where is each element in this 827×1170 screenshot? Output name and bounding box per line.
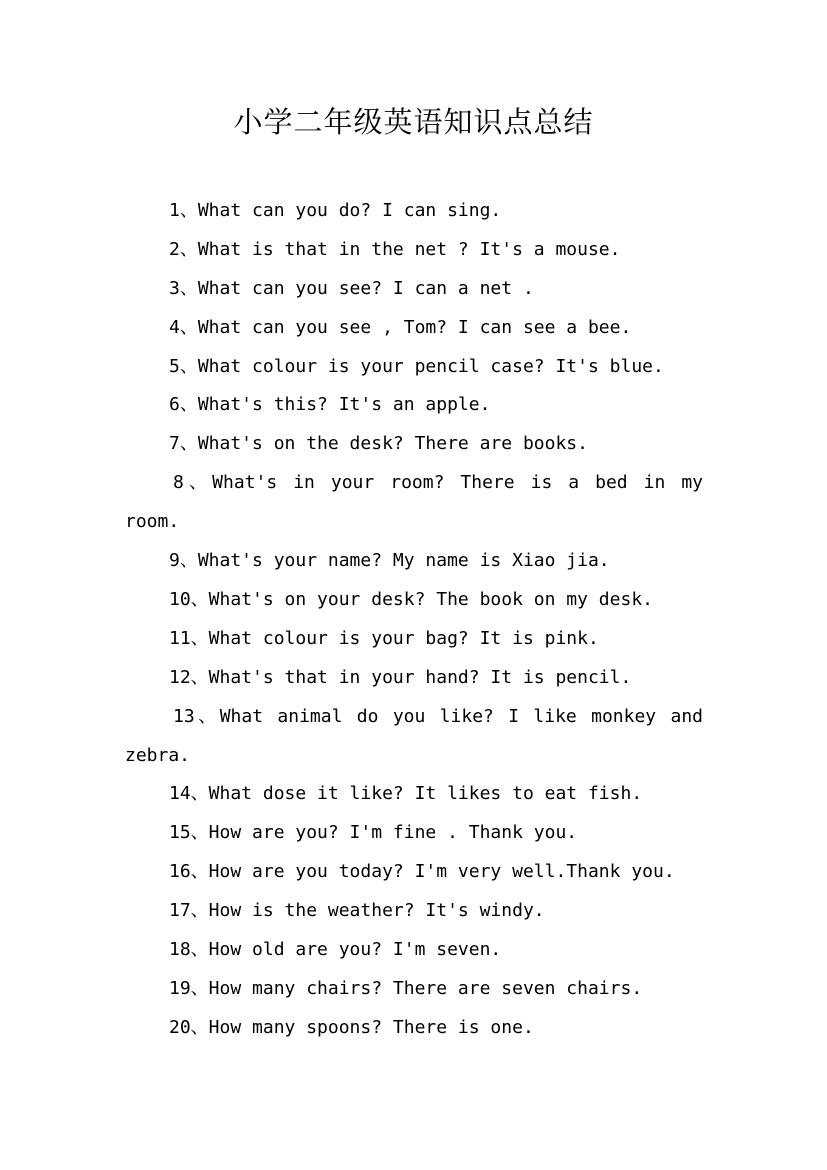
list-item: 11、What colour is your bag? It is pink. <box>169 627 599 649</box>
list-item: 2、What is that in the net ? It's a mouse. <box>169 238 621 260</box>
list-item: 17、How is the weather? It's windy. <box>169 900 545 922</box>
list-item: 8、What's in your room? There is a bed in my room. <box>125 472 703 533</box>
list-item: 14、What dose it like? It likes to eat fish. <box>169 783 643 805</box>
list-item: 9、What's your name? My name is Xiao jia. <box>169 550 610 572</box>
list-item: 5、What colour is your pencil case? It's blue. <box>169 355 664 377</box>
list-item: 6、What's this? It's an apple. <box>169 394 491 416</box>
list-item: 13、What animal do you like? I like monkey and zebra. <box>125 705 703 766</box>
list-item: 18、How old are you? I'm seven. <box>169 938 502 960</box>
list-item: 4、What can you see , Tom? I can see a bee. <box>169 316 632 338</box>
question-list <box>125 192 703 1048</box>
list-item: 12、What's that in your hand? It is pencil. <box>169 666 632 688</box>
list-item: 19、How many chairs? There are seven chairs. <box>169 977 643 999</box>
document-title: 小学二年级英语知识点总结 <box>233 105 594 139</box>
list-item: 3、What can you see? I can a net . <box>169 277 534 299</box>
list-item: 7、What's on the desk? There are books. <box>169 433 588 455</box>
list-item: 16、How are you today? I'm very well.Thank you. <box>169 861 675 883</box>
list-item: 15、How are you? I'm fine . Thank you. <box>169 822 578 844</box>
list-item: 10、What's on your desk? The book on my desk. <box>169 588 653 610</box>
list-item: 1、What can you do? I can sing. <box>169 200 502 221</box>
list-item: 20、How many spoons? There is one. <box>169 1016 534 1038</box>
